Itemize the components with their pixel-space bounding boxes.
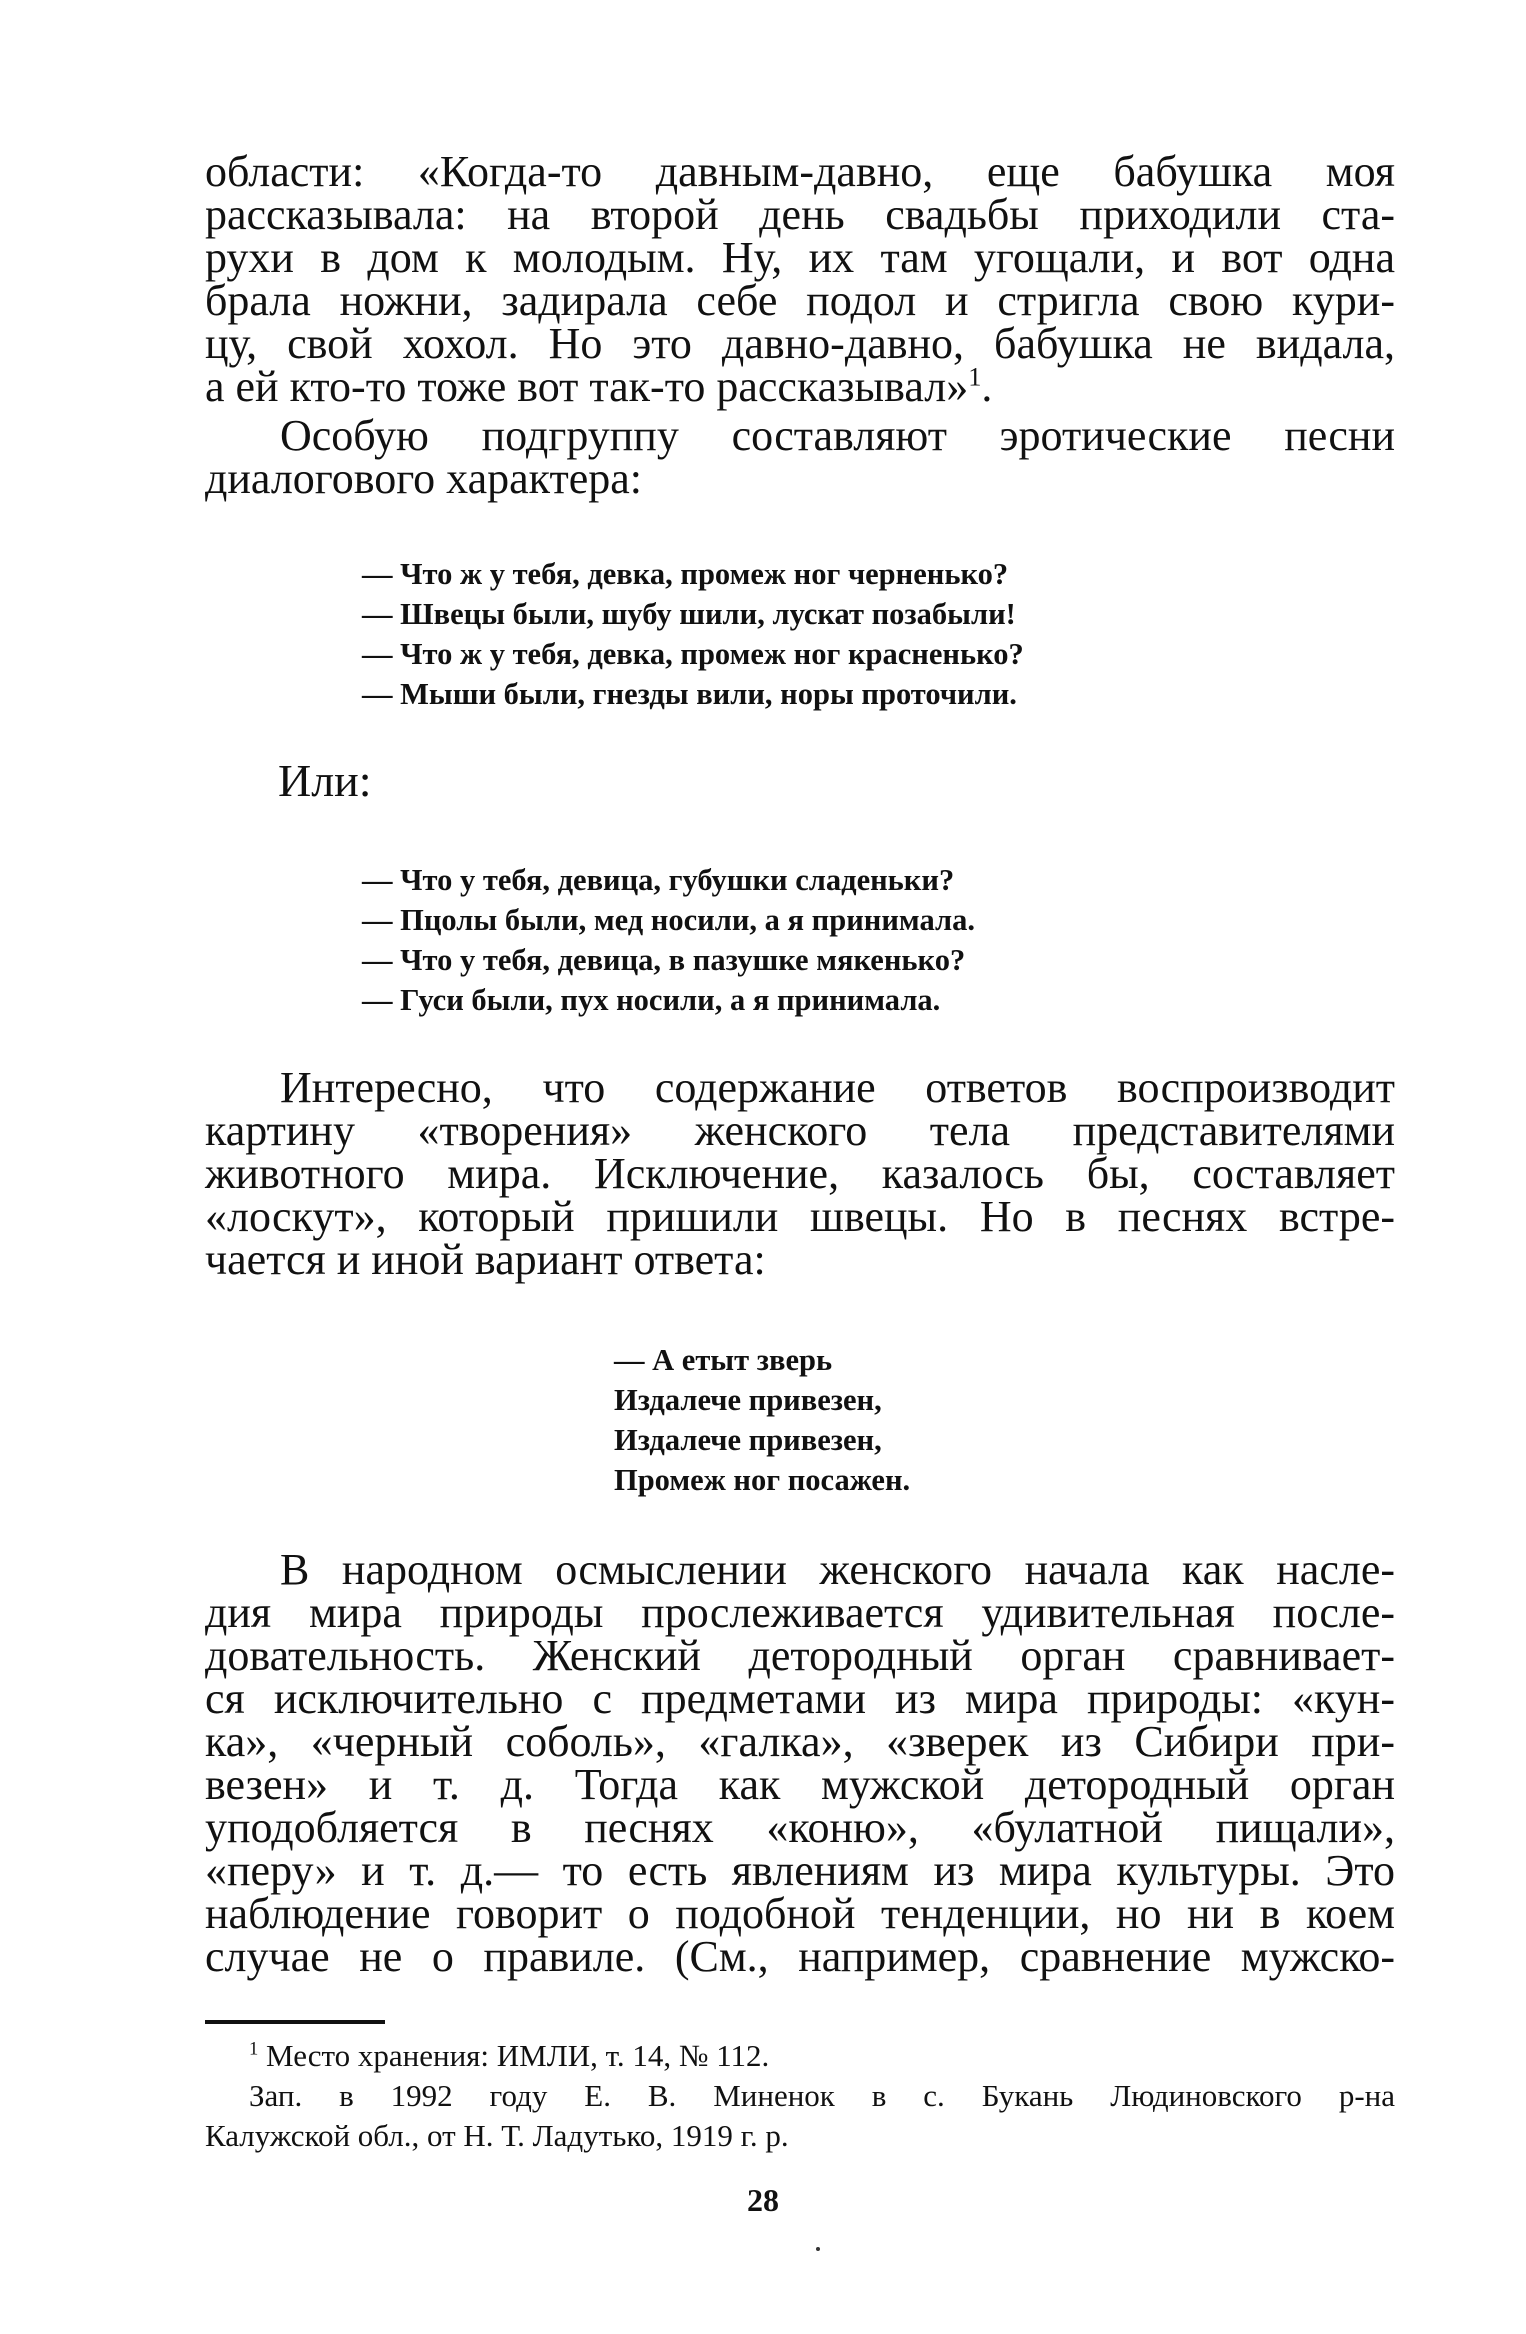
footnote-text: Зап. в 1992 году Е. В. Миненок в с. Букань Людиновского р-на [249, 2078, 1395, 2113]
text-line: диалогового характера: [205, 454, 642, 503]
sentence-end: . [981, 362, 993, 411]
text-line: рухи в дом к молодым. Ну, их там угощали, и вот одна [205, 233, 1395, 282]
verse-line: — Что ж у тебя, девка, промеж ног красненько? [362, 637, 1024, 671]
text-line: довательность. Женский детородный орган сравнивает- [205, 1631, 1395, 1680]
verse-line: — А етыт зверь [614, 1343, 833, 1377]
text-line: случае не о правиле. (См., например, сравнение мужско- [205, 1932, 1395, 1981]
text-line: животного мира. Исключение, казалось бы, составляет [205, 1149, 1395, 1198]
text-line: ка», «черный соболь», «галка», «зверек из Сибири при- [205, 1717, 1395, 1766]
paragraph-4 [205, 1545, 1395, 1981]
text-line: В народном осмыслении женского начала как насле- [280, 1545, 1395, 1594]
text-line: Особую подгруппу составляют эротические песни [280, 411, 1395, 460]
text-line: «перу» и т. д.— то есть явлениям из мира культуры. Это [205, 1846, 1395, 1895]
verse-line: Промеж ног посажен. [614, 1463, 911, 1497]
text-line-last [205, 361, 1395, 411]
verse-line: — Гуси были, пух носили, а я принимала. [362, 983, 941, 1017]
verse-block-3 [614, 1340, 910, 1500]
verse-line: — Что ж у тебя, девка, промеж ног черненько? [362, 557, 1009, 591]
text-line: брала ножни, задирала себе подол и стригла свою кури- [205, 276, 1395, 325]
text-line: области: «Когда-то давным-давно, еще бабушка моя [205, 147, 1395, 196]
page-number: 28 [747, 2182, 779, 2218]
paragraph-1 [205, 147, 1395, 411]
verse-line: — Что у тебя, девица, в пазушке мякенько? [362, 943, 966, 977]
verse-line: — Что у тебя, девица, губушки сладеньки? [362, 863, 955, 897]
text-line: ся исключительно с предметами из мира природы: «кун- [205, 1674, 1395, 1723]
footnote-mark: 1 [249, 2038, 259, 2060]
text-line: уподобляется в песнях «коню», «булатной пищали», [205, 1803, 1395, 1852]
text-line: наблюдение говорит о подобной тенденции, но ни в коем [205, 1889, 1395, 1938]
or-heading: Или: [278, 755, 372, 806]
text-line: картину «творения» женского тела представителями [205, 1106, 1395, 1155]
footnotes [205, 2036, 1395, 2156]
footnote-1 [205, 2036, 1395, 2076]
footnote-reference[interactable]: 1 [968, 361, 982, 392]
verse-line: — Швецы были, шубу шили, лускат позабыли! [362, 597, 1016, 631]
text-line: цу, свой хохол. Но это давно-давно, бабушка не видала, [205, 319, 1395, 368]
text-line: «лоскут», который пришили швецы. Но в песнях встре- [205, 1192, 1395, 1241]
text-line: Интересно, что содержание ответов воспроизводит [280, 1063, 1395, 1112]
verse-line: — Мыши были, гнезды вили, норы проточили. [362, 677, 1017, 711]
footnote-text: Место хранения: ИМЛИ, т. 14, № 112. [266, 2038, 770, 2073]
paragraph-3 [205, 1063, 1395, 1284]
text-line: рассказывала: на второй день свадьбы приходили ста- [205, 190, 1395, 239]
text-line: везен» и т. д. Тогда как мужской детородный орган [205, 1760, 1395, 1809]
verse-line: — Пцолы были, мед носили, а я принимала. [362, 903, 975, 937]
text-line: дия мира природы прослеживается удивительная после- [205, 1588, 1395, 1637]
verse-block-2 [362, 860, 975, 1020]
text-line: чается и иной вариант ответа: [205, 1235, 766, 1284]
print-speck [816, 2247, 820, 2251]
verse-line: Издалече привезен, [614, 1383, 882, 1417]
text-line: а ей кто-то тоже вот так-то рассказывал» [205, 362, 969, 411]
verse-block-1 [362, 554, 1024, 714]
verse-line: Издалече привезен, [614, 1423, 882, 1457]
footnote-divider [205, 2020, 385, 2024]
paragraph-2 [205, 411, 1395, 503]
footnote-text: Калужской обл., от Н. Т. Ладутько, 1919 г. р. [205, 2118, 789, 2153]
